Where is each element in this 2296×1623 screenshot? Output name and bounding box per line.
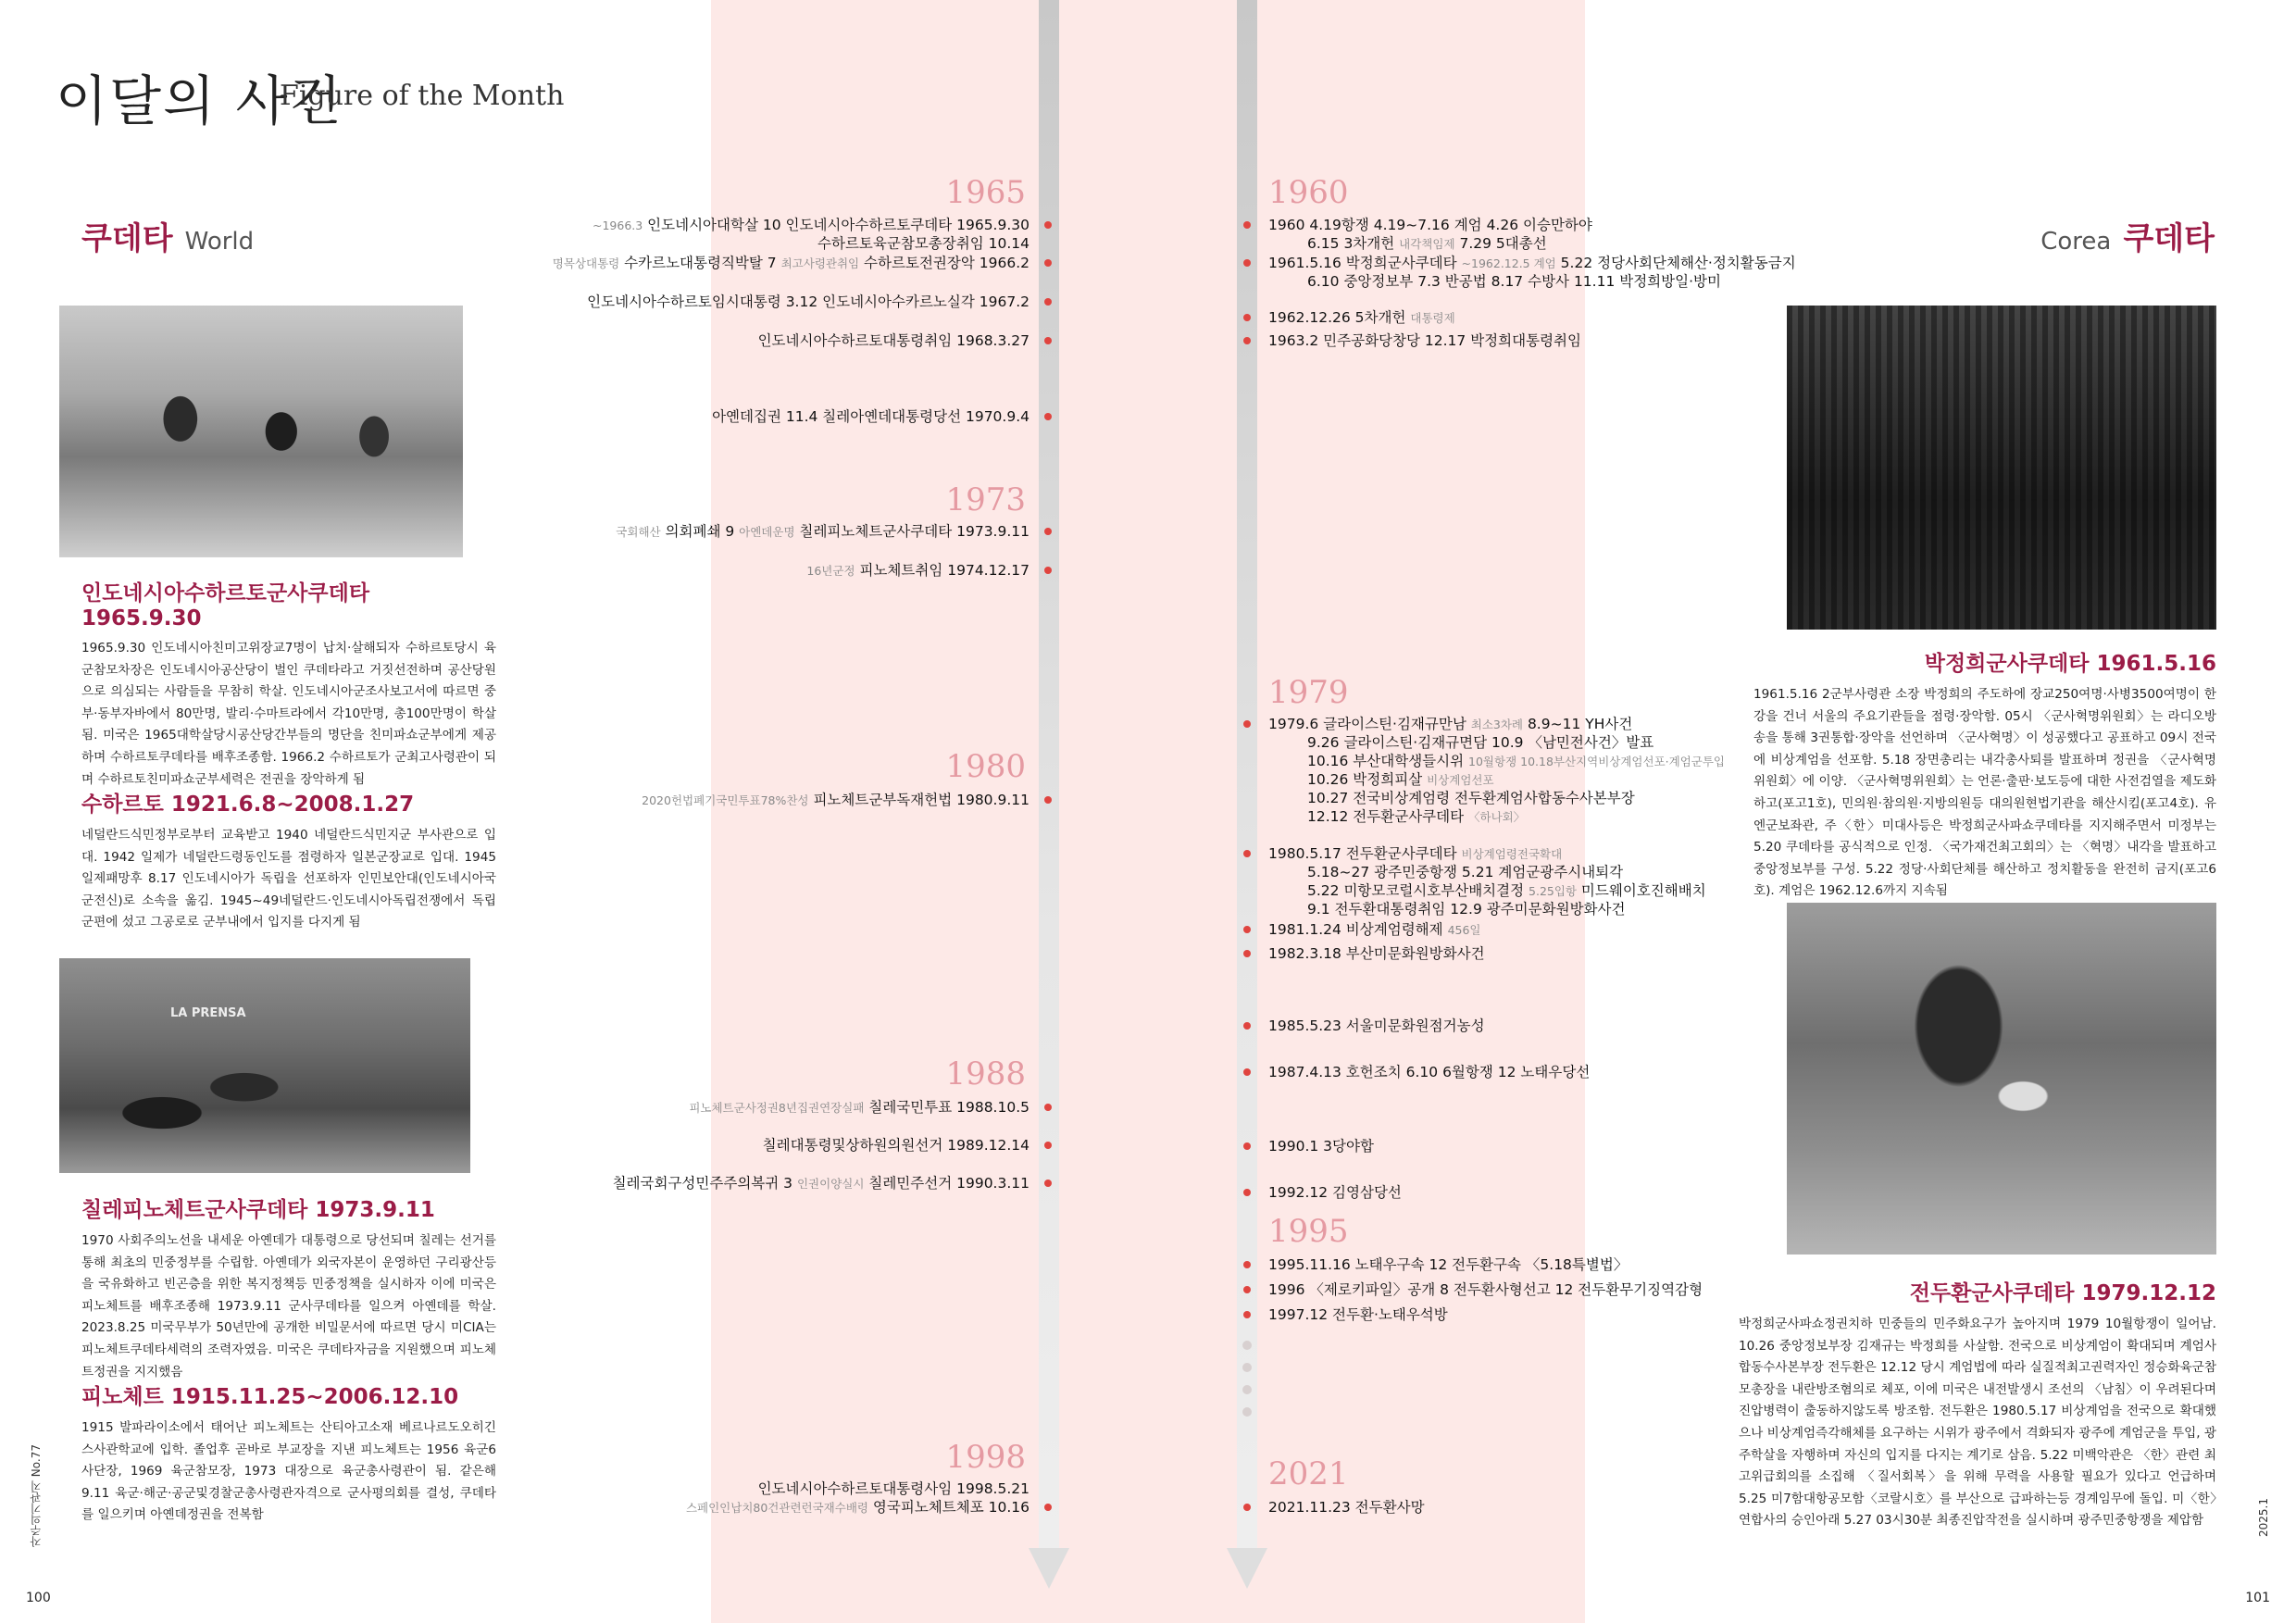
article-body: 네덜란드식민정부로부터 교육받고 1940 네덜란드식민지군 부사관으로 입대. 1942 일제가 네덜란드령동인도를 점령하자 일본군장교로 입대. 1945 일제패망후 8.17 인도네시아가 독립을 선포하자 인민보안대(인도네시아국군전신)로 소속을 옮김. 1945~49네덜란드·인도네시아독립전쟁에서 독립군편에 섰고 그공로로 군부내에서 입지를 다지게 됨 xyxy=(81,828,496,930)
timeline-event xyxy=(1268,1255,1628,1274)
event-note: 16년군정 xyxy=(806,564,855,578)
event-text: 12.12 전두환군사쿠데타 xyxy=(1307,808,1469,825)
timeline-gap-dot xyxy=(1242,1407,1252,1417)
timeline-event xyxy=(1307,789,1635,807)
world-year-label: 1980 xyxy=(945,748,1026,785)
event-text: 칠레민주선거 1990.3.11 xyxy=(864,1175,1029,1192)
timeline-event-dot xyxy=(1243,1142,1251,1150)
timeline-event xyxy=(1268,1137,1374,1155)
timeline-event xyxy=(817,234,1029,253)
article-body: 박정희군사파쇼정권치하 민중들의 민주화요구가 높아지며 1979 10월항쟁이 일어남. 10.26 중앙정보부장 김재규는 박정희를 사살함. 전국으로 비상계엄이 확대되며 계엄사합동수사본부장 전두환은 12.12 당시 계엄법에 따라 실질적최고권력자인 정승화육군참모총장을 내란방조혐의로 체포, 이에 미국은 내전발생시 조선의 〈남침〉이 우려된다며 진압병력이 출동하지않도록 방조함. 전두환은 1980.5.17 비상계엄을 전국으로 확대했으나 비상계엄즉각해체를 요구하는 시위가 광주에서 격화되자 광주에 계엄군을 투입, 광주학살을 자행하며 자신의 입지를 다지는 계기로 삼음. 5.22 미백악관은 〈한〉관련 최고위급회의를 소집해 〈질서회복〉을 위해 무력을 사용할 필요가 있다고 언급하며 5.25 미7함대항공모함〈코랄시호〉를 부산으로 급파하는등 경계임무에 돌입. 미〈한〉연합사의 승인아래 5.27 03시30분 최종진압작전을 실시하며 광주민중항쟁을 제압함 xyxy=(1739,1317,2216,1529)
korea-timeline-axis xyxy=(1237,0,1257,1555)
timeline-event-dot xyxy=(1243,259,1251,267)
event-note: ~1962.12.5 계엄 xyxy=(1461,256,1556,270)
event-note: 아옌데운명 xyxy=(739,525,795,539)
korea-year-label: 1995 xyxy=(1268,1213,1349,1250)
timeline-event xyxy=(1307,807,1525,827)
event-text: 5.22 미항모코럴시호부산배치결정 xyxy=(1307,882,1529,899)
world-timeline-arrow-icon xyxy=(1029,1548,1069,1589)
timeline-event xyxy=(1268,331,1581,350)
world-year-label: 1973 xyxy=(945,481,1026,518)
event-note: 명목상대통령 xyxy=(552,256,620,270)
timeline-event-dot xyxy=(1044,337,1052,344)
timeline-event xyxy=(1268,920,1481,940)
timeline-event xyxy=(1268,844,1562,864)
event-text: 칠레대통령및상하원의원선거 1989.12.14 xyxy=(762,1137,1029,1154)
timeline-event xyxy=(1307,900,1625,918)
timeline-event-dot xyxy=(1243,720,1251,728)
timeline-event xyxy=(1268,1305,1448,1324)
article-body: 1965.9.30 인도네시아친미고위장교7명이 납치·살해되자 수하르토당시 육군참모차장은 인도네시아공산당이 벌인 쿠데타라고 거짓선전하며 공산당원으로 의심되는 사람들을 무참히 학살. 인도네시아군조사보고서에 따르면 중부·동부자바에서 80만명, 발리·수마트라에서 각10만명, 총100만명이 학살됨. 미국은 1965대학살당시공산당간부들의 명단을 친미파쇼군부에게 제공하며 수하르토쿠데타를 배후조종함. 1966.2 수하르토가 군최고사령관이 되며 수하르토친미파쇼군부세력은 전권을 장악하게 됨 xyxy=(81,641,496,787)
event-note: 〈하나회〉 xyxy=(1468,810,1526,824)
event-note: 인권이양실시 xyxy=(796,1177,865,1191)
timeline-event-dot xyxy=(1243,314,1251,321)
world-section-subtitle: World xyxy=(184,228,255,256)
timeline-event xyxy=(1307,234,1547,254)
event-text: 1987.4.13 호헌조치 6.10 6월항쟁 12 노태우당선 xyxy=(1268,1064,1591,1080)
timeline-event-dot xyxy=(1243,1286,1251,1293)
timeline-gap-dot xyxy=(1242,1363,1252,1372)
world-year-label: 1998 xyxy=(945,1439,1026,1476)
timeline-event xyxy=(642,791,1029,810)
article-body: 1961.5.16 2군부사령관 소장 박정희의 주도하에 장교250여명·사병3500여명이 한강을 건너 서울의 주요기관들을 점령·장악함. 05시 〈군사혁명위원회〉는 라디오방송을 통해 3권통합·장악을 선언하며 〈군사혁명〉이 성공했다고 공표하고 09시 전국에 비상계엄을 선포함. 5.18 장면총리는 내각총사퇴를 발표하며 정권을 〈군사혁명위원회〉에 이양. 〈군사혁명위원회〉는 언론·출판·보도등에 대한 사전검열을 제도화하고(포고1호), 민의원·참의원·지방의원등 대의원현법기관을 해산시킴(포고4호). 유엔군보좌관, 주〈한〉미대사등은 박정희군사파쇼쿠데타를 지지해주면서 미정부는 5.20 쿠데타를 공식적으로 인정. 〈국가재건최고회의〉는 〈혁명〉내각을 발표하고 중앙정보부를 구성. 5.22 정당·사회단체를 해산하고 정치활동을 완전히 금지(포고6호). 계엄은 1962.12.6까지 지속됨 xyxy=(1753,687,2216,899)
event-text: 1995.11.16 노태우구속 12 전두환구속 〈5.18특별법〉 xyxy=(1268,1256,1628,1273)
timeline-event-dot xyxy=(1044,528,1052,535)
timeline-event xyxy=(1268,308,1455,328)
event-text: 9.26 글라이스틴·김재규면담 10.9 〈남민전사건〉발표 xyxy=(1307,734,1654,751)
event-text: 영국피노체트체포 10.16 xyxy=(867,1499,1029,1516)
event-text: 1992.12 김영삼당선 xyxy=(1268,1184,1402,1201)
event-text: 수하르토전권장악 1966.2 xyxy=(859,255,1029,271)
event-note: 비상계엄선포 xyxy=(1427,773,1494,787)
event-text: 8.9~11 YH사건 xyxy=(1523,716,1633,732)
timeline-event-dot xyxy=(1044,221,1052,229)
event-text: 5.22 정당사회단체해산·정치활동금지 xyxy=(1555,255,1796,271)
timeline-event xyxy=(613,1174,1029,1193)
timeline-event xyxy=(1268,1498,1425,1517)
event-note: 피노체트군사정권8년집권연장실패 xyxy=(689,1101,865,1115)
event-text: 2021.11.23 전두환사망 xyxy=(1268,1499,1425,1516)
timeline-event-dot xyxy=(1243,850,1251,857)
timeline-event-dot xyxy=(1243,1189,1251,1196)
world-article-4 xyxy=(81,1380,496,1527)
world-article-3 xyxy=(81,1192,496,1383)
article-body: 1915 발파라이소에서 태어난 피노체트는 산티아고소재 베르나르도오히긴스사관학교에 입학. 졸업후 곧바로 부교장을 지낸 피노체트는 1956 육군6사단장, 1969 육군참모장, 1973 대장으로 육군총사령관이 됨. 같은해 9.11 육군·해군·공군및경찰군총사령관자격으로 군사평의회를 결성, 쿠데타를 일으키며 아옌데정권을 전복함 xyxy=(81,1420,496,1523)
event-text: 인도네시아수하르토임시대통령 3.12 인도네시아수카르노실각 1967.2 xyxy=(587,293,1029,310)
event-text: 1982.3.18 부산미문화원방화사건 xyxy=(1268,945,1485,962)
article-title: 인도네시아수하르토군사쿠데타 1965.9.30 xyxy=(81,581,370,630)
event-text: 1981.1.24 비상계엄령해제 xyxy=(1268,921,1448,938)
korea-article-1 xyxy=(1753,646,2216,903)
timeline-event xyxy=(686,1498,1029,1517)
article-title: 박정희군사쿠데타 1961.5.16 xyxy=(1924,652,2216,676)
event-text: 아옌데집권 11.4 칠레아옌데대통령당선 1970.9.4 xyxy=(712,408,1029,425)
timeline-event xyxy=(712,407,1029,426)
event-text: 인도네시아수하르토대통령사임 1998.5.21 xyxy=(757,1480,1029,1497)
event-note: 최고사령관취임 xyxy=(780,256,860,270)
timeline-event xyxy=(1268,216,1592,234)
event-text: 인도네시아대학살 10 인도네시아수하르토쿠데타 1965.9.30 xyxy=(643,217,1029,233)
event-text: 7.29 5대총선 xyxy=(1454,235,1547,252)
korea-timeline-arrow-icon xyxy=(1227,1548,1267,1589)
event-note: 5.25입항 xyxy=(1529,884,1577,898)
timeline-event xyxy=(1268,1063,1590,1081)
timeline-gap-dot xyxy=(1242,1385,1252,1394)
event-note: 456일 xyxy=(1447,923,1481,937)
event-text: 미드웨이호진해배치 xyxy=(1577,882,1706,899)
timeline-event xyxy=(593,216,1029,235)
timeline-event-dot xyxy=(1243,926,1251,933)
timeline-event xyxy=(1268,715,1632,734)
page-title-korean: 이달의 사건 xyxy=(56,69,343,132)
event-text: 1990.1 3당야합 xyxy=(1268,1138,1374,1155)
timeline-event xyxy=(1307,863,1623,881)
korea-section-heading xyxy=(2040,213,2215,258)
korea-section-title: 쿠데타 xyxy=(2123,220,2215,257)
event-text: 1960 4.19항쟁 4.19~7.16 계엄 4.26 이승만하야 xyxy=(1268,217,1592,233)
photo-sign-text: LA PRENSA xyxy=(170,1006,246,1020)
event-text: 6.10 중앙정보부 7.3 반공법 8.17 수방사 11.11 박정희방일·방미 xyxy=(1307,273,1721,290)
event-note: 대통령제 xyxy=(1410,311,1455,325)
timeline-event-dot xyxy=(1243,337,1251,344)
article-body: 1970 사회주의노선을 내세운 아옌데가 대통령으로 당선되며 칠레는 선거를 통해 최초의 민중정부를 수립함. 아옌데가 외국자본이 운영하던 구리광산등을 국유화하고 빈곤층을 위한 복지정책등 민중정책을 실시하자 이에 미국은 피노체트를 배후조종해 1973.9.11 군사쿠데타를 일으켜 아옌데를 학살. 2023.8.25 미국무부가 50년만에 공개한 비밀문서에 따르면 당시 미CIA는 피노체트쿠데타세력의 조력자였음. 미국은 쿠데타자금을 지원했으며 피노체트정권을 지지했음 xyxy=(81,1233,496,1380)
event-text: 1980.5.17 전두환군사쿠데타 xyxy=(1268,845,1462,862)
event-text: 수카르노대통령직박탈 7 xyxy=(619,255,781,271)
event-text: 10.16 부산대학생들시위 xyxy=(1307,753,1469,769)
timeline-event xyxy=(1307,733,1653,752)
event-text: 칠레피노체트군사쿠데타 1973.9.11 xyxy=(794,523,1029,540)
event-note: 스페인인납치80건관련런국재수배령 xyxy=(685,1501,868,1515)
timeline-event-dot xyxy=(1243,1504,1251,1511)
event-text: 9.1 전두환대통령취임 12.9 광주미문화원방화사건 xyxy=(1307,901,1626,918)
event-text: 1997.12 전두환·노태우석방 xyxy=(1268,1306,1448,1323)
event-text: 10.26 박정희피살 xyxy=(1307,771,1428,788)
photo-park-coup-parade xyxy=(1787,306,2216,630)
timeline-event-dot xyxy=(1044,413,1052,420)
page-number-right: 101 xyxy=(2245,1591,2270,1605)
timeline-event-dot xyxy=(1044,298,1052,306)
event-text: 5.18~27 광주민중항쟁 5.21 계엄군광주시내퇴각 xyxy=(1307,864,1624,880)
timeline-event xyxy=(587,293,1029,311)
timeline-event-dot xyxy=(1044,1142,1052,1149)
photo-gwangju-smoke xyxy=(1787,903,2216,1255)
world-article-2 xyxy=(81,787,496,934)
korea-year-label: 1979 xyxy=(1268,674,1349,711)
event-note: 비상계엄령전국확대 xyxy=(1461,847,1563,861)
event-note: 국회해산 xyxy=(616,525,661,539)
timeline-event xyxy=(763,1136,1029,1155)
timeline-event xyxy=(1268,1280,1703,1299)
event-text: 1996 〈제로키파일〉공개 8 전두환사형선고 12 전두환무기징역감형 xyxy=(1268,1281,1703,1298)
timeline-event xyxy=(1307,881,1706,901)
timeline-event xyxy=(1307,752,1725,771)
timeline-event-dot xyxy=(1243,1022,1251,1030)
event-text: 칠레국회구성민주주의복귀 3 xyxy=(612,1175,797,1192)
timeline-event xyxy=(806,561,1029,581)
event-text: 6.15 3차개헌 xyxy=(1307,235,1400,252)
timeline-event-dot xyxy=(1243,221,1251,229)
event-text: 1979.6 글라이스틴·김재규만남 xyxy=(1268,716,1471,732)
event-text: 1963.2 민주공화당창당 12.17 박정희대통령취임 xyxy=(1268,332,1581,349)
timeline-event-dot xyxy=(1044,1504,1052,1511)
timeline-event xyxy=(1268,944,1485,963)
event-text: 의회폐쇄 9 xyxy=(660,523,740,540)
timeline-event-dot xyxy=(1044,567,1052,574)
timeline-event-dot xyxy=(1044,1104,1052,1111)
event-text: 1961.5.16 박정희군사쿠데타 xyxy=(1268,255,1462,271)
timeline-event-dot xyxy=(1243,1261,1251,1268)
photo-chile-tanks xyxy=(59,958,470,1173)
korea-year-label: 1960 xyxy=(1268,174,1349,211)
timeline-event xyxy=(1307,770,1494,790)
world-article-1 xyxy=(81,576,496,791)
event-note: 10월항쟁 10.18부산지역비상계엄선포·계엄군투입 xyxy=(1468,755,1726,768)
timeline-event-dot xyxy=(1044,259,1052,267)
article-title: 수하르토 1921.6.8~2008.1.27 xyxy=(81,793,415,817)
event-text: 수하르토육군참모총장취임 10.14 xyxy=(817,235,1029,252)
timeline-event xyxy=(758,331,1029,350)
timeline-event xyxy=(758,1479,1029,1498)
event-text: 1985.5.23 서울미문화원점거농성 xyxy=(1268,1017,1485,1034)
event-text: 피노체트취임 1974.12.17 xyxy=(855,562,1029,579)
article-title: 전두환군사쿠데타 1979.12.12 xyxy=(1909,1281,2216,1305)
world-section-heading xyxy=(81,213,254,258)
world-timeline-axis xyxy=(1039,0,1059,1555)
korea-year-label: 2021 xyxy=(1268,1455,1349,1492)
timeline-event-dot xyxy=(1044,1180,1052,1187)
event-text: 1962.12.26 5차개헌 xyxy=(1268,309,1411,326)
event-note: 최소3차례 xyxy=(1470,718,1524,731)
article-title: 피노체트 1915.11.25~2006.12.10 xyxy=(81,1385,459,1409)
world-year-label: 1965 xyxy=(945,174,1026,211)
timeline-event xyxy=(1268,1017,1485,1035)
timeline-event-dot xyxy=(1243,1068,1251,1076)
timeline-event xyxy=(553,254,1029,273)
timeline-event xyxy=(1268,1183,1402,1202)
event-text: 10.27 전국비상계엄령 전두환계엄사합동수사본부장 xyxy=(1307,790,1635,806)
page-title-english: Figure of the Month xyxy=(280,80,565,112)
event-note: 내각책임제 xyxy=(1399,237,1455,251)
timeline-event xyxy=(616,522,1029,542)
world-section-title: 쿠데타 xyxy=(81,220,173,257)
event-text: 피노체트군부독재헌법 1980.9.11 xyxy=(808,792,1029,808)
event-text: 칠레국민투표 1988.10.5 xyxy=(864,1099,1029,1116)
page-number-left: 100 xyxy=(26,1591,51,1605)
korea-article-2 xyxy=(1739,1276,2216,1532)
timeline-event xyxy=(1268,254,1796,273)
korea-section-subtitle: Corea xyxy=(2040,228,2112,256)
event-note: ~1966.3 xyxy=(593,218,643,232)
timeline-event-dot xyxy=(1243,1311,1251,1318)
timeline-event-dot xyxy=(1044,796,1052,804)
timeline-event-dot xyxy=(1243,950,1251,957)
vertical-publication-label: 자주의기관지 No.77 xyxy=(30,1444,43,1548)
event-note: 2020헌법폐기국민투표78%찬성 xyxy=(642,793,809,807)
timeline-event xyxy=(689,1098,1029,1117)
event-text: 인도네시아수하르토대통령취임 1968.3.27 xyxy=(757,332,1029,349)
timeline-event xyxy=(1307,272,1721,291)
article-title: 칠레피노체트군사쿠데타 1973.9.11 xyxy=(81,1198,435,1222)
world-year-label: 1988 xyxy=(945,1055,1026,1092)
timeline-gap-dot xyxy=(1242,1341,1252,1350)
photo-indonesia-coup xyxy=(59,306,463,557)
vertical-date-label: 2025.1 xyxy=(2257,1498,2270,1537)
